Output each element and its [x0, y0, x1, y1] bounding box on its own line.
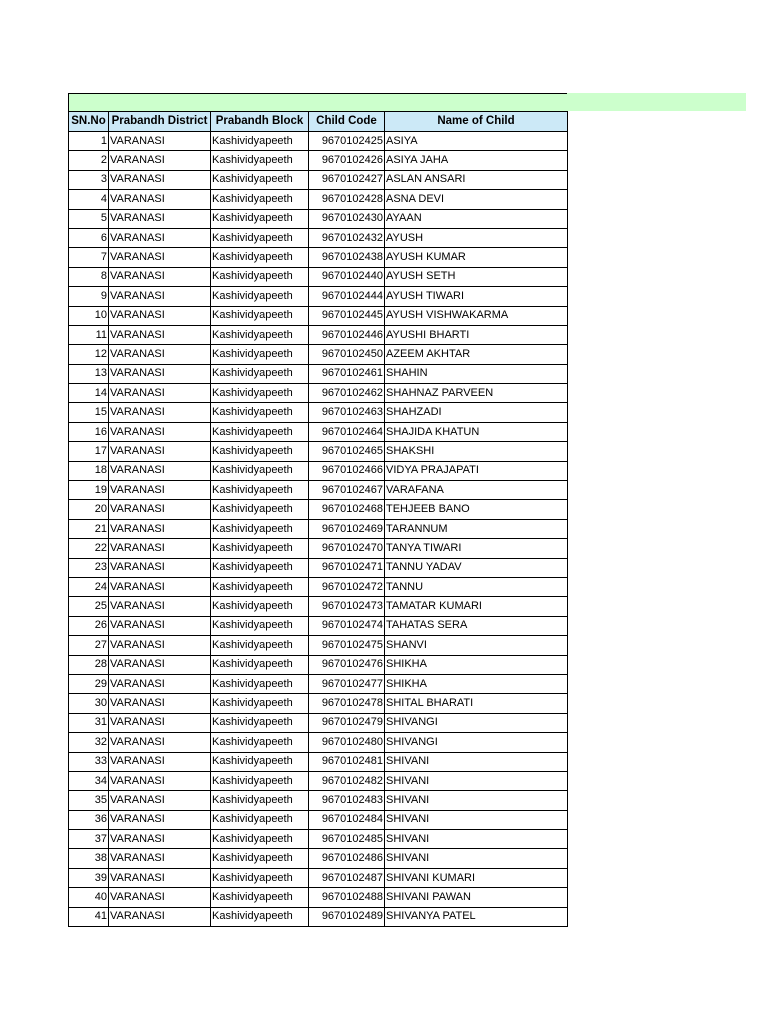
table-row — [69, 791, 568, 810]
cell-child-code: 9670102476 — [309, 655, 385, 674]
table-row — [69, 868, 568, 887]
cell-district: VARANASI — [109, 752, 211, 771]
cell-block: Kashividyapeeth — [211, 713, 309, 732]
cell-sn: 25 — [69, 597, 109, 616]
cell-sn: 30 — [69, 694, 109, 713]
table-row — [69, 577, 568, 596]
header-child-name: Name of Child — [385, 112, 568, 132]
cell-district: VARANASI — [109, 190, 211, 209]
cell-sn: 7 — [69, 248, 109, 267]
cell-district: VARANASI — [109, 461, 211, 480]
table-row — [69, 733, 568, 752]
cell-sn: 3 — [69, 170, 109, 189]
cell-child-name: VIDYA PRAJAPATI — [385, 461, 568, 480]
table-row — [69, 151, 568, 170]
cell-child-code: 9670102477 — [309, 674, 385, 693]
table-row — [69, 364, 568, 383]
cell-child-name: SHAJIDA KHATUN — [385, 422, 568, 441]
cell-district: VARANASI — [109, 403, 211, 422]
header-child-code: Child Code — [309, 112, 385, 132]
cell-child-code: 9670102446 — [309, 325, 385, 344]
cell-district: VARANASI — [109, 713, 211, 732]
cell-block: Kashividyapeeth — [211, 733, 309, 752]
table-row — [69, 461, 568, 480]
cell-sn: 14 — [69, 384, 109, 403]
table-row — [69, 481, 568, 500]
cell-block: Kashividyapeeth — [211, 151, 309, 170]
cell-sn: 13 — [69, 364, 109, 383]
table-row — [69, 500, 568, 519]
header-row — [69, 112, 568, 132]
cell-district: VARANASI — [109, 577, 211, 596]
cell-child-name: TARANNUM — [385, 519, 568, 538]
cell-child-name: SHIVANGI — [385, 733, 568, 752]
cell-sn: 41 — [69, 907, 109, 926]
table-row — [69, 384, 568, 403]
cell-child-name: AYUSH — [385, 228, 568, 247]
cell-block: Kashividyapeeth — [211, 868, 309, 887]
cell-district: VARANASI — [109, 694, 211, 713]
table-row — [69, 830, 568, 849]
cell-block: Kashividyapeeth — [211, 384, 309, 403]
cell-child-code: 9670102482 — [309, 771, 385, 790]
cell-district: VARANASI — [109, 655, 211, 674]
cell-sn: 8 — [69, 267, 109, 286]
cell-district: VARANASI — [109, 791, 211, 810]
cell-child-name: ASIYA JAHA — [385, 151, 568, 170]
cell-district: VARANASI — [109, 868, 211, 887]
cell-district: VARANASI — [109, 810, 211, 829]
table-row — [69, 306, 568, 325]
cell-child-code: 9670102484 — [309, 810, 385, 829]
table-row — [69, 170, 568, 189]
cell-child-code: 9670102468 — [309, 500, 385, 519]
cell-sn: 27 — [69, 636, 109, 655]
cell-block: Kashividyapeeth — [211, 810, 309, 829]
table-row — [69, 442, 568, 461]
cell-block: Kashividyapeeth — [211, 907, 309, 926]
header-sn: SN.No — [69, 112, 109, 132]
cell-child-name: SHIVANI — [385, 849, 568, 868]
table-row — [69, 267, 568, 286]
cell-child-name: AYUSH SETH — [385, 267, 568, 286]
cell-child-name: SHIVANI — [385, 752, 568, 771]
table-row — [69, 209, 568, 228]
cell-child-name: ASNA DEVI — [385, 190, 568, 209]
table-row — [69, 907, 568, 926]
table-row — [69, 287, 568, 306]
cell-sn: 38 — [69, 849, 109, 868]
cell-district: VARANASI — [109, 345, 211, 364]
cell-district: VARANASI — [109, 287, 211, 306]
cell-child-name: SHANVI — [385, 636, 568, 655]
child-list-table — [68, 111, 568, 927]
cell-child-code: 9670102487 — [309, 868, 385, 887]
cell-child-code: 9670102485 — [309, 830, 385, 849]
banner-cell-merged — [68, 93, 567, 111]
cell-child-name: SHIVANI — [385, 830, 568, 849]
cell-child-code: 9670102425 — [309, 132, 385, 151]
cell-child-name: SHAHIN — [385, 364, 568, 383]
cell-child-name: AYUSH VISHWAKARMA — [385, 306, 568, 325]
cell-child-code: 9670102462 — [309, 384, 385, 403]
cell-child-name: TAHATAS SERA — [385, 616, 568, 635]
cell-block: Kashividyapeeth — [211, 345, 309, 364]
cell-district: VARANASI — [109, 364, 211, 383]
table-row — [69, 539, 568, 558]
cell-block: Kashividyapeeth — [211, 849, 309, 868]
cell-district: VARANASI — [109, 519, 211, 538]
cell-block: Kashividyapeeth — [211, 791, 309, 810]
cell-sn: 18 — [69, 461, 109, 480]
header-block: Prabandh Block — [211, 112, 309, 132]
cell-child-code: 9670102428 — [309, 190, 385, 209]
cell-block: Kashividyapeeth — [211, 577, 309, 596]
table-row — [69, 519, 568, 538]
cell-child-name: SHIVANI PAWAN — [385, 888, 568, 907]
cell-child-code: 9670102486 — [309, 849, 385, 868]
cell-district: VARANASI — [109, 500, 211, 519]
cell-child-code: 9670102479 — [309, 713, 385, 732]
cell-block: Kashividyapeeth — [211, 888, 309, 907]
cell-child-code: 9670102427 — [309, 170, 385, 189]
table-row — [69, 674, 568, 693]
cell-block: Kashividyapeeth — [211, 500, 309, 519]
cell-child-name: AZEEM AKHTAR — [385, 345, 568, 364]
cell-sn: 28 — [69, 655, 109, 674]
cell-sn: 19 — [69, 481, 109, 500]
cell-child-name: SHIKHA — [385, 655, 568, 674]
cell-district: VARANASI — [109, 733, 211, 752]
cell-child-code: 9670102450 — [309, 345, 385, 364]
table-row — [69, 132, 568, 151]
cell-sn: 15 — [69, 403, 109, 422]
cell-sn: 22 — [69, 539, 109, 558]
cell-child-name: SHIVANI KUMARI — [385, 868, 568, 887]
cell-block: Kashividyapeeth — [211, 209, 309, 228]
cell-child-code: 9670102463 — [309, 403, 385, 422]
cell-child-name: TANYA TIWARI — [385, 539, 568, 558]
cell-district: VARANASI — [109, 597, 211, 616]
cell-child-code: 9670102444 — [309, 287, 385, 306]
cell-sn: 31 — [69, 713, 109, 732]
cell-child-name: AYUSHI BHARTI — [385, 325, 568, 344]
cell-sn: 11 — [69, 325, 109, 344]
cell-child-code: 9670102488 — [309, 888, 385, 907]
cell-child-code: 9670102481 — [309, 752, 385, 771]
cell-child-code: 9670102440 — [309, 267, 385, 286]
cell-child-name: AYAAN — [385, 209, 568, 228]
cell-district: VARANASI — [109, 228, 211, 247]
table-row — [69, 771, 568, 790]
cell-child-name: SHIVANI — [385, 810, 568, 829]
cell-child-code: 9670102430 — [309, 209, 385, 228]
cell-block: Kashividyapeeth — [211, 694, 309, 713]
cell-sn: 20 — [69, 500, 109, 519]
table-row — [69, 403, 568, 422]
cell-child-name: TEHJEEB BANO — [385, 500, 568, 519]
cell-block: Kashividyapeeth — [211, 636, 309, 655]
cell-child-code: 9670102461 — [309, 364, 385, 383]
cell-child-code: 9670102475 — [309, 636, 385, 655]
cell-sn: 33 — [69, 752, 109, 771]
table-row — [69, 325, 568, 344]
cell-child-name: ASIYA — [385, 132, 568, 151]
cell-child-name: SHAKSHI — [385, 442, 568, 461]
cell-district: VARANASI — [109, 170, 211, 189]
cell-block: Kashividyapeeth — [211, 364, 309, 383]
cell-child-code: 9670102469 — [309, 519, 385, 538]
cell-sn: 36 — [69, 810, 109, 829]
cell-block: Kashividyapeeth — [211, 830, 309, 849]
cell-sn: 37 — [69, 830, 109, 849]
table-row — [69, 694, 568, 713]
cell-district: VARANASI — [109, 267, 211, 286]
cell-child-name: SHITAL BHARATI — [385, 694, 568, 713]
cell-child-code: 9670102471 — [309, 558, 385, 577]
cell-sn: 5 — [69, 209, 109, 228]
cell-block: Kashividyapeeth — [211, 752, 309, 771]
cell-district: VARANASI — [109, 306, 211, 325]
cell-block: Kashividyapeeth — [211, 403, 309, 422]
cell-child-code: 9670102483 — [309, 791, 385, 810]
cell-child-code: 9670102489 — [309, 907, 385, 926]
cell-child-name: SHIVANI — [385, 791, 568, 810]
cell-child-name: SHIVANYA PATEL — [385, 907, 568, 926]
cell-block: Kashividyapeeth — [211, 170, 309, 189]
cell-child-code: 9670102432 — [309, 228, 385, 247]
cell-child-name: SHAHNAZ PARVEEN — [385, 384, 568, 403]
cell-child-name: TAMATAR KUMARI — [385, 597, 568, 616]
cell-child-name: SHAHZADI — [385, 403, 568, 422]
table-row — [69, 422, 568, 441]
cell-district: VARANASI — [109, 325, 211, 344]
table-row — [69, 190, 568, 209]
cell-sn: 23 — [69, 558, 109, 577]
cell-child-name: AYUSH KUMAR — [385, 248, 568, 267]
cell-sn: 2 — [69, 151, 109, 170]
cell-block: Kashividyapeeth — [211, 674, 309, 693]
cell-child-name: ASLAN ANSARI — [385, 170, 568, 189]
cell-child-code: 9670102478 — [309, 694, 385, 713]
cell-district: VARANASI — [109, 209, 211, 228]
cell-district: VARANASI — [109, 422, 211, 441]
cell-block: Kashividyapeeth — [211, 558, 309, 577]
cell-child-code: 9670102466 — [309, 461, 385, 480]
cell-district: VARANASI — [109, 539, 211, 558]
table-row — [69, 616, 568, 635]
cell-block: Kashividyapeeth — [211, 248, 309, 267]
cell-district: VARANASI — [109, 248, 211, 267]
cell-sn: 39 — [69, 868, 109, 887]
cell-sn: 6 — [69, 228, 109, 247]
cell-block: Kashividyapeeth — [211, 519, 309, 538]
cell-block: Kashividyapeeth — [211, 539, 309, 558]
table-row — [69, 888, 568, 907]
cell-district: VARANASI — [109, 849, 211, 868]
table-row — [69, 248, 568, 267]
cell-child-code: 9670102445 — [309, 306, 385, 325]
cell-district: VARANASI — [109, 636, 211, 655]
cell-block: Kashividyapeeth — [211, 616, 309, 635]
table-row — [69, 752, 568, 771]
table-row — [69, 345, 568, 364]
table-row — [69, 558, 568, 577]
cell-child-code: 9670102473 — [309, 597, 385, 616]
table-row — [69, 228, 568, 247]
cell-block: Kashividyapeeth — [211, 267, 309, 286]
cell-sn: 17 — [69, 442, 109, 461]
cell-child-code: 9670102472 — [309, 577, 385, 596]
cell-child-name: SHIVANGI — [385, 713, 568, 732]
cell-child-code: 9670102467 — [309, 481, 385, 500]
cell-sn: 32 — [69, 733, 109, 752]
cell-block: Kashividyapeeth — [211, 655, 309, 674]
cell-child-name: TANNU YADAV — [385, 558, 568, 577]
cell-district: VARANASI — [109, 132, 211, 151]
cell-child-code: 9670102464 — [309, 422, 385, 441]
cell-block: Kashividyapeeth — [211, 132, 309, 151]
cell-child-name: VARAFANA — [385, 481, 568, 500]
cell-block: Kashividyapeeth — [211, 481, 309, 500]
cell-child-code: 9670102474 — [309, 616, 385, 635]
cell-sn: 40 — [69, 888, 109, 907]
cell-block: Kashividyapeeth — [211, 422, 309, 441]
cell-block: Kashividyapeeth — [211, 597, 309, 616]
cell-child-name: SHIVANI — [385, 771, 568, 790]
cell-child-code: 9670102465 — [309, 442, 385, 461]
cell-sn: 21 — [69, 519, 109, 538]
title-banner — [68, 93, 746, 111]
cell-district: VARANASI — [109, 674, 211, 693]
cell-sn: 34 — [69, 771, 109, 790]
cell-child-code: 9670102438 — [309, 248, 385, 267]
cell-sn: 24 — [69, 577, 109, 596]
cell-district: VARANASI — [109, 830, 211, 849]
cell-child-code: 9670102480 — [309, 733, 385, 752]
header-district: Prabandh District — [109, 112, 211, 132]
cell-block: Kashividyapeeth — [211, 287, 309, 306]
cell-sn: 12 — [69, 345, 109, 364]
banner-cell-extension — [567, 93, 746, 111]
cell-block: Kashividyapeeth — [211, 190, 309, 209]
cell-block: Kashividyapeeth — [211, 771, 309, 790]
cell-block: Kashividyapeeth — [211, 461, 309, 480]
cell-sn: 10 — [69, 306, 109, 325]
cell-district: VARANASI — [109, 384, 211, 403]
cell-sn: 26 — [69, 616, 109, 635]
table-row — [69, 636, 568, 655]
cell-district: VARANASI — [109, 771, 211, 790]
cell-block: Kashividyapeeth — [211, 306, 309, 325]
cell-child-code: 9670102426 — [309, 151, 385, 170]
table-row — [69, 849, 568, 868]
cell-child-name: SHIKHA — [385, 674, 568, 693]
cell-child-name: AYUSH TIWARI — [385, 287, 568, 306]
cell-sn: 29 — [69, 674, 109, 693]
cell-district: VARANASI — [109, 616, 211, 635]
cell-sn: 4 — [69, 190, 109, 209]
cell-child-name: TANNU — [385, 577, 568, 596]
cell-block: Kashividyapeeth — [211, 442, 309, 461]
table-row — [69, 810, 568, 829]
cell-sn: 9 — [69, 287, 109, 306]
cell-sn: 1 — [69, 132, 109, 151]
cell-block: Kashividyapeeth — [211, 228, 309, 247]
cell-district: VARANASI — [109, 151, 211, 170]
cell-district: VARANASI — [109, 888, 211, 907]
cell-district: VARANASI — [109, 481, 211, 500]
cell-sn: 35 — [69, 791, 109, 810]
cell-sn: 16 — [69, 422, 109, 441]
table-row — [69, 597, 568, 616]
cell-block: Kashividyapeeth — [211, 325, 309, 344]
cell-district: VARANASI — [109, 442, 211, 461]
cell-district: VARANASI — [109, 907, 211, 926]
cell-child-code: 9670102470 — [309, 539, 385, 558]
table-row — [69, 655, 568, 674]
cell-district: VARANASI — [109, 558, 211, 577]
table-row — [69, 713, 568, 732]
